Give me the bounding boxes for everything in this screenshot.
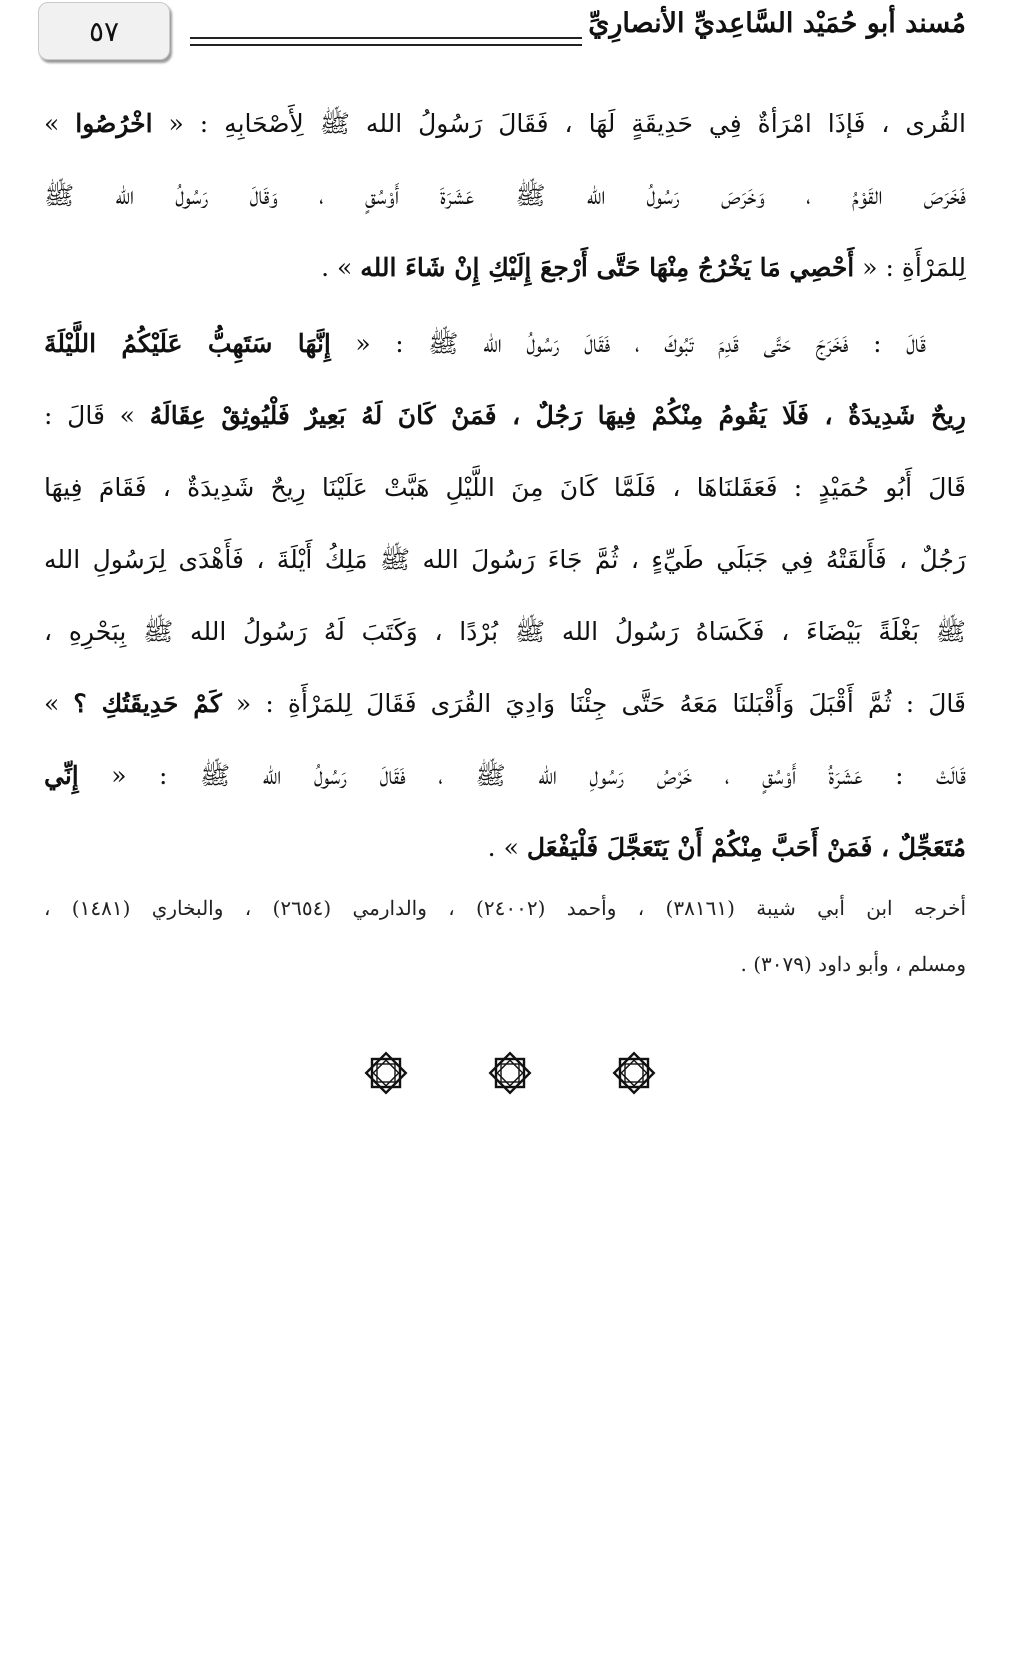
eight-point-star-icon xyxy=(360,1047,412,1099)
text-line: مُتَعَجِّلٌ ، فَمَنْ أَحَبَّ مِنْكُمْ أَنْ يَتَعَجَّلَ فَلْيَفْعَل » . xyxy=(487,833,966,862)
footnote-line: أخرجه ابن أبي شيبة (٣٨١٦١) ، وأحمد (٢٤٠٠٢) ، والدارمي (٢٦٥٤) ، والبخاري (١٤٨١) ، xyxy=(44,896,967,920)
text-line: قَالَ : فَخَرَجَ حَتَّى قَدِمَ تَبُوكَ ، فَقَالَ رَسُولُ الله ﷺ : « إِنَّهَا سَتَهِبُّ عَلَيْكُمُ اللَّيْلَةَ xyxy=(44,329,927,358)
section-ornaments xyxy=(360,1045,660,1101)
header-rule xyxy=(190,37,582,39)
header-rule xyxy=(190,44,582,46)
text-line: رَجُلٌ ، فَأَلقَتْهُ فِي جَبَلَي طَيِّءٍ ، ثُمَّ جَاءَ رَسُولَ الله ﷺ مَلِكُ أَيْلَةَ ، فَأَهْدَى لِرَسُولِ الله xyxy=(44,545,966,574)
footnote xyxy=(44,880,966,992)
paragraph-1 xyxy=(44,88,966,304)
text-line: قَالَ أَبُو حُمَيْدٍ : فَعَقَلنَاهَا ، فَلَمَّا كَانَ مِنَ اللَّيْلِ هَبَّتْ عَلَيْنَا رِيحٌ شَدِيدَةٌ ، فَقَامَ فِيهَا xyxy=(44,473,966,502)
text-line: فَخَرَصَ القَوْمُ ، وَخَرَصَ رَسُولُ الله ﷺ عَشَرَةَ أَوْسُقٍ ، وَقَالَ رَسُولُ الله ﷺ xyxy=(44,181,966,210)
eight-point-star-icon xyxy=(484,1047,536,1099)
paragraph-2 xyxy=(44,308,966,884)
text-line: قَالَتْ : عَشَرَةُ أَوْسُقٍ ، خَرْصُ رَسُولِ الله ﷺ ، فَقَالَ رَسُولُ الله ﷺ : « إِنِّي xyxy=(44,761,966,790)
text-line: لِلمَرْأَةِ : « أَحْصِي مَا يَخْرُجُ مِنْهَا حَتَّى أَرْجعَ إِلَيْكِ إِنْ شَاءَ الله » . xyxy=(321,253,966,282)
text-line: رِيحٌ شَدِيدَةٌ ، فَلَا يَقُومُ مِنْكُمْ فِيهَا رَجُلٌ ، فَمَنْ كَانَ لَهُ بَعِيرٌ فَلْيُوثِقْ عِقَالَهُ » قَالَ : xyxy=(44,401,966,430)
page-number: ٥٧ xyxy=(88,14,120,48)
running-head: مُسند أبو حُمَيْد السَّاعِديِّ الأنصارِيِّ xyxy=(588,8,966,39)
eight-point-star-icon xyxy=(608,1047,660,1099)
text-line: قَالَ : ثُمَّ أَقْبَلَ وَأَقْبَلنَا مَعَهُ حَتَّى جِئْنَا وَادِيَ القُرَى فَقَالَ لِلمَرْأَةِ : « كَمْ حَدِيقَتُكِ ؟ » xyxy=(44,689,966,718)
text-line: ﷺ بَغْلَةً بَيْضَاءَ ، فَكَسَاهُ رَسُولُ الله ﷺ بُرْدًا ، وَكَتَبَ لَهُ رَسُولُ الله ﷺ بِبَحْرِهِ ، xyxy=(44,617,966,646)
page-number-tab xyxy=(38,2,170,60)
footnote-line: ومسلم ، وأبو داود (٣٠٧٩) . xyxy=(740,952,966,976)
text-line: القُرى ، فَإذَا امْرَأةٌ فِي حَدِيقَةٍ لَهَا ، فَقَالَ رَسُولُ الله ﷺ لِأَصْحَابِهِ : « اخْرُصُوا » xyxy=(44,109,966,138)
